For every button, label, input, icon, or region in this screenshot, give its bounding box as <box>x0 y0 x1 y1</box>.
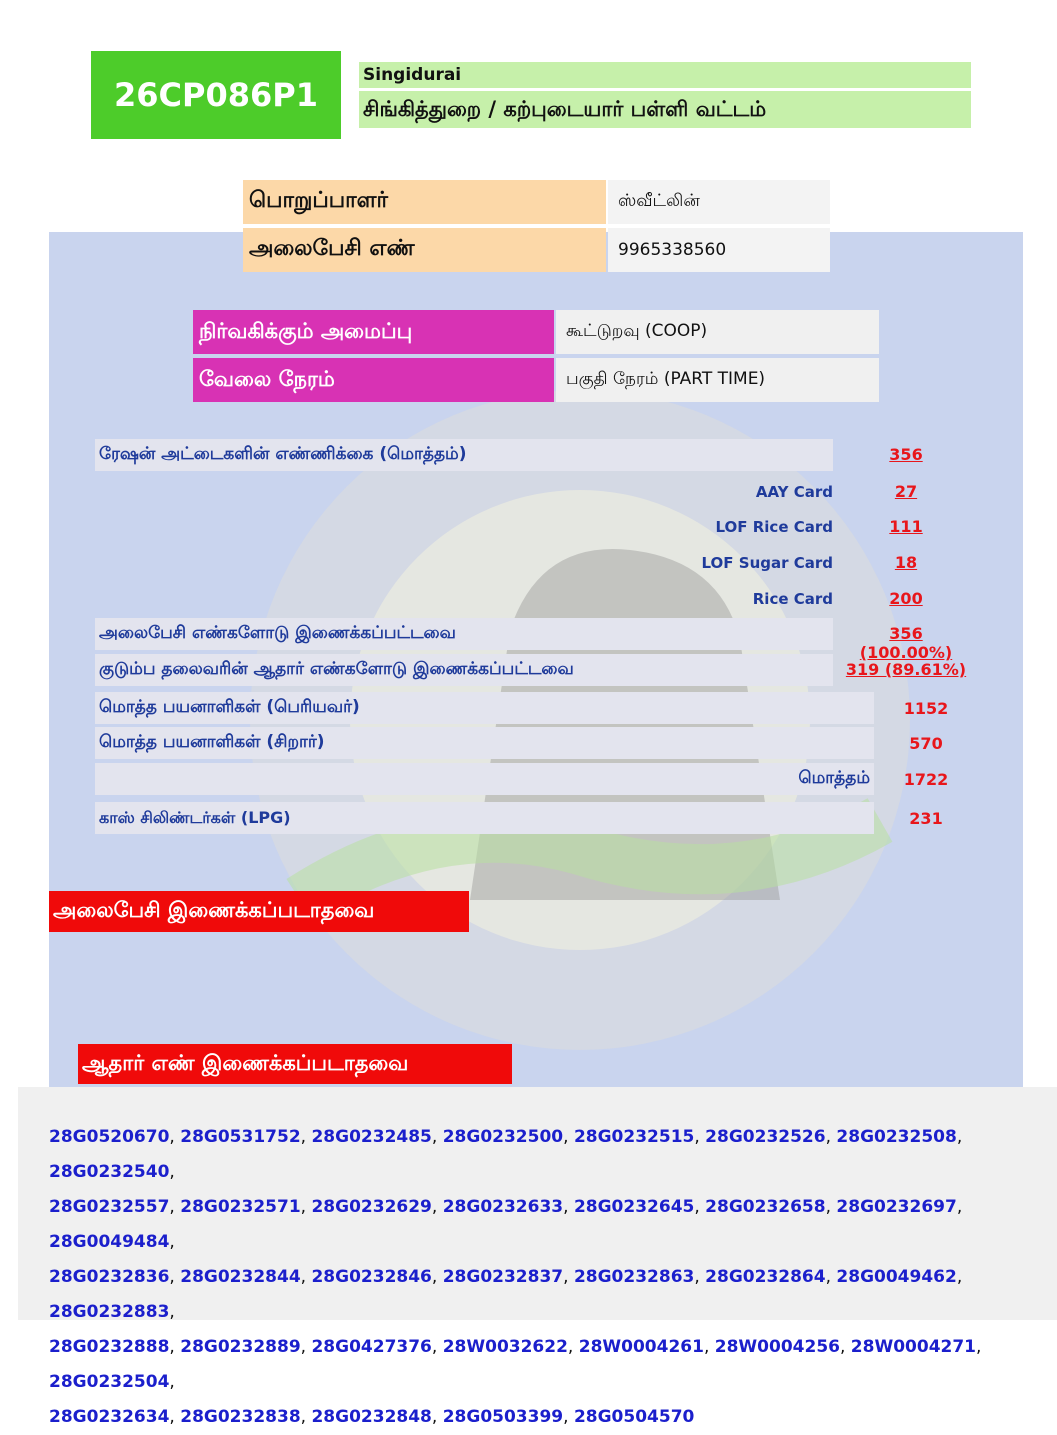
card-code: 28G0232863 <box>573 1267 695 1287</box>
mobile-not-linked-heading: அலைபேசி இணைக்கப்படாதவை <box>49 891 469 932</box>
code-separator: , <box>567 1337 579 1357</box>
rice-card-label: Rice Card <box>752 590 833 608</box>
code-separator: , <box>563 1267 574 1287</box>
card-code: 28G0520670 <box>49 1127 170 1147</box>
management-value: கூட்டுறவு (COOP) <box>556 310 879 354</box>
code-separator: , <box>431 1127 443 1147</box>
shop-code-badge <box>91 51 341 139</box>
code-separator: , <box>563 1127 574 1147</box>
card-code: 28G0232658 <box>705 1197 826 1217</box>
code-separator: , <box>169 1407 181 1427</box>
card-code: 28G0232557 <box>49 1197 170 1217</box>
work-time-label: வேலை நேரம் <box>193 358 554 402</box>
code-separator: , <box>169 1162 175 1182</box>
total-row <box>95 763 874 795</box>
card-code: 28G0504570 <box>573 1407 695 1427</box>
card-code: 28W0004261 <box>578 1337 704 1357</box>
card-code: 28G0232883 <box>49 1302 170 1322</box>
card-code: 28G0232837 <box>442 1267 564 1287</box>
beneficiaries-child-label: மொத்த பயனாளிகள் (சிறார்) <box>95 727 874 759</box>
code-separator: , <box>976 1337 982 1357</box>
card-code: 28G0232838 <box>180 1407 301 1427</box>
code-separator: , <box>563 1407 574 1427</box>
code-separator: , <box>169 1337 181 1357</box>
code-separator: , <box>300 1407 312 1427</box>
code-separator: , <box>694 1127 706 1147</box>
code-separator: , <box>300 1337 312 1357</box>
code-separator: , <box>825 1267 837 1287</box>
gas-value: 231 <box>909 809 943 828</box>
code-separator: , <box>431 1267 443 1287</box>
code-separator: , <box>169 1127 181 1147</box>
card-code: 28G0232485 <box>311 1127 432 1147</box>
code-separator: , <box>839 1337 851 1357</box>
beneficiaries-adult-label: மொத்த பயனாளிகள் (பெரியவர்) <box>95 692 874 724</box>
card-code: 28G0427376 <box>311 1337 432 1357</box>
card-code: 28G0232864 <box>705 1267 826 1287</box>
card-code: 28G0232645 <box>573 1197 695 1217</box>
card-code: 28G0232571 <box>180 1197 301 1217</box>
code-separator: , <box>300 1267 312 1287</box>
mobile-linked-value[interactable]: 356 (100.00%) <box>859 624 953 662</box>
card-code: 28G0232844 <box>180 1267 301 1287</box>
card-code: 28G0232540 <box>49 1162 170 1182</box>
lof-sugar-card-value[interactable]: 18 <box>894 553 918 572</box>
card-code: 28W0032622 <box>442 1337 568 1357</box>
aadhaar-not-linked-heading: ஆதார் எண் இணைக்கப்படாதவை <box>78 1044 512 1084</box>
card-code: 28G0232889 <box>180 1337 301 1357</box>
card-code: 28G0232508 <box>836 1127 957 1147</box>
aadhaar-not-linked-list <box>49 1120 1039 1435</box>
card-code: 28G0531752 <box>180 1127 301 1147</box>
code-separator: , <box>825 1197 837 1217</box>
shop-name-tamil: சிங்கித்துறை / கற்புடையார் பள்ளி வட்டம் <box>359 91 971 128</box>
ration-cards-value[interactable]: 356 <box>889 445 923 464</box>
card-code: 28G0232633 <box>442 1197 564 1217</box>
code-separator: , <box>169 1267 181 1287</box>
lof-sugar-card-label: LOF Sugar Card <box>701 554 833 572</box>
code-separator: , <box>169 1372 175 1392</box>
card-code: 28G0232515 <box>573 1127 695 1147</box>
card-code: 28G0232526 <box>705 1127 826 1147</box>
mobile-label: அலைபேசி எண் <box>243 228 606 272</box>
card-code: 28G0232697 <box>836 1197 957 1217</box>
code-separator: , <box>563 1197 574 1217</box>
shop-name-english: Singidurai <box>359 62 971 88</box>
lof-rice-card-value[interactable]: 111 <box>889 517 923 536</box>
incharge-label: பொறுப்பாளர் <box>243 180 606 224</box>
mobile-value: 9965338560 <box>608 228 830 272</box>
total-value: 1722 <box>903 770 949 789</box>
code-separator: , <box>703 1337 715 1357</box>
code-separator: , <box>169 1197 181 1217</box>
total-label: மொத்தம் <box>798 768 870 788</box>
work-time-value: பகுதி நேரம் (PART TIME) <box>556 358 879 402</box>
code-separator: , <box>169 1232 175 1252</box>
code-separator: , <box>300 1127 312 1147</box>
code-separator: , <box>431 1407 443 1427</box>
card-code: 28G0503399 <box>442 1407 564 1427</box>
rice-card-value[interactable]: 200 <box>889 589 923 608</box>
code-separator: , <box>956 1127 963 1147</box>
lof-rice-card-label: LOF Rice Card <box>715 518 833 536</box>
card-code: 28G0049484 <box>49 1232 170 1252</box>
beneficiaries-adult-value: 1152 <box>903 699 949 718</box>
gas-label: காஸ் சிலிண்டர்கள் (LPG) <box>95 802 874 834</box>
aay-card-value[interactable]: 27 <box>894 482 918 501</box>
code-separator: , <box>956 1197 963 1217</box>
card-code: 28G0232634 <box>49 1407 170 1427</box>
code-separator: , <box>169 1302 175 1322</box>
ration-cards-label: ரேஷன் அட்டைகளின் எண்ணிக்கை (மொத்தம்) <box>95 439 833 471</box>
aadhaar-linked-value[interactable]: 319 (89.61%) <box>845 660 967 679</box>
aadhaar-linked-label: குடும்ப தலைவரின் ஆதார் எண்களோடு இணைக்கப்பட்டவை <box>95 654 833 686</box>
aay-card-label: AAY Card <box>755 483 833 501</box>
management-label: நிர்வகிக்கும் அமைப்பு <box>193 310 554 354</box>
mobile-linked-label: அலைபேசி எண்களோடு இணைக்கப்பட்டவை <box>95 618 833 650</box>
incharge-value: ஸ்வீட்லின் <box>608 180 830 224</box>
code-separator: , <box>694 1267 706 1287</box>
card-code: 28G0049462 <box>836 1267 957 1287</box>
card-code: 28G0232500 <box>442 1127 564 1147</box>
code-separator: , <box>956 1267 963 1287</box>
code-separator: , <box>431 1197 443 1217</box>
card-code: 28G0232888 <box>49 1337 170 1357</box>
code-separator: , <box>825 1127 837 1147</box>
shop-code: 26CP086P1 <box>114 76 318 114</box>
code-separator: , <box>431 1337 443 1357</box>
beneficiaries-child-value: 570 <box>909 734 943 753</box>
card-code: 28W0004271 <box>850 1337 977 1357</box>
card-code: 28G0232836 <box>49 1267 170 1287</box>
card-code: 28G0232846 <box>311 1267 432 1287</box>
code-separator: , <box>694 1197 706 1217</box>
code-separator: , <box>300 1197 312 1217</box>
card-code: 28G0232629 <box>311 1197 432 1217</box>
card-code: 28G0232848 <box>311 1407 432 1427</box>
card-code: 28W0004256 <box>714 1337 840 1357</box>
card-code: 28G0232504 <box>49 1372 170 1392</box>
